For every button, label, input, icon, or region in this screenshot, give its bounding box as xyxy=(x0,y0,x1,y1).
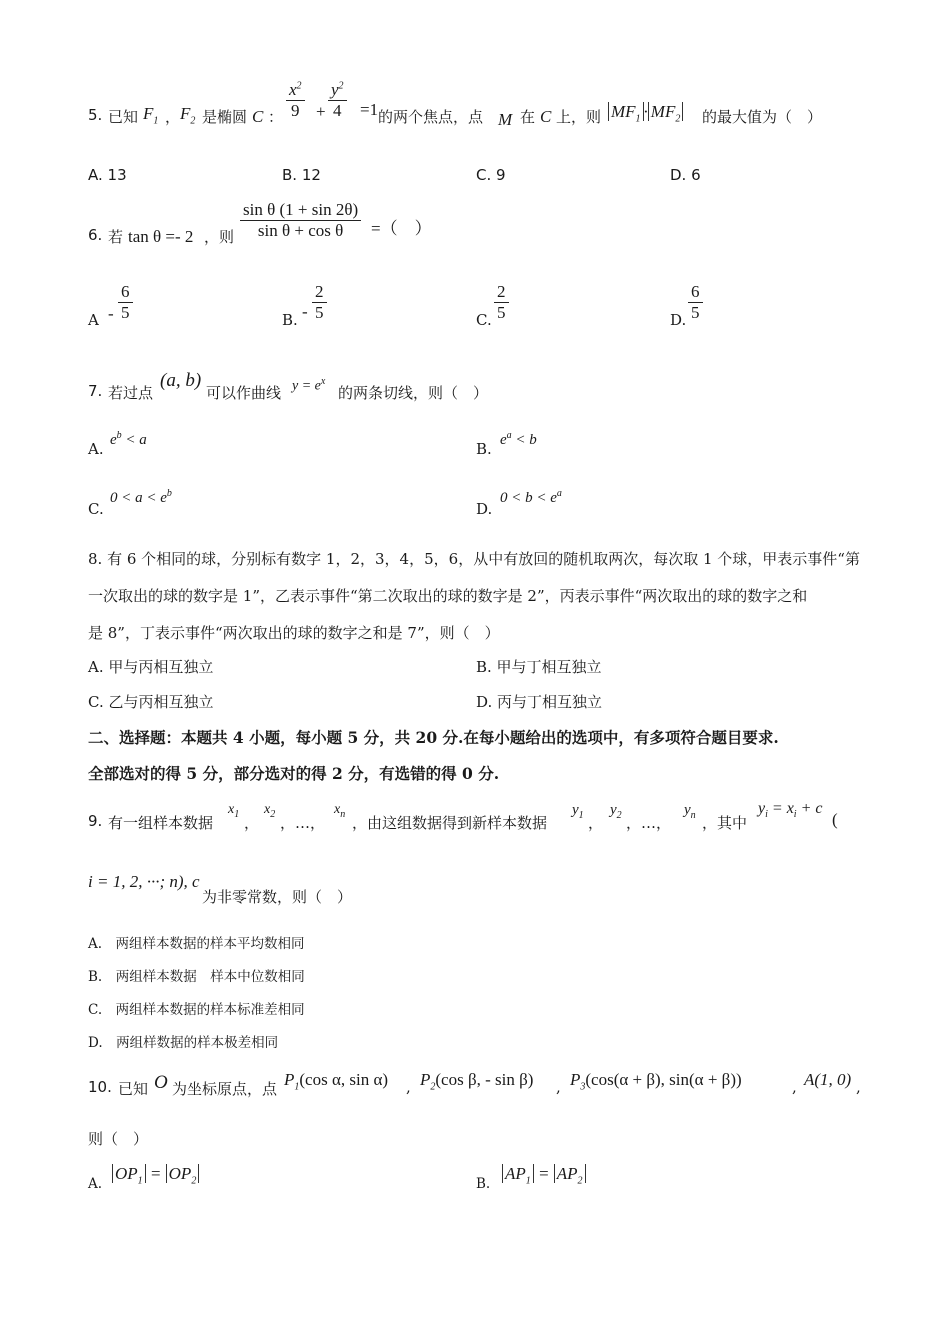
q5-f2: $F_2$ xyxy=(180,104,196,127)
q6-condition: tan θ =- 2 xyxy=(128,227,194,246)
q7-option-b: $e^a < b$ xyxy=(500,430,537,448)
q10-p1: $P_1(\cos$ α, sin α) xyxy=(284,1070,389,1093)
section-2-note: 全部选对的得 5 分，部分选对的得 2 分，有选错的得 0 分. xyxy=(88,764,500,783)
q9-condition-line: i = 1, 2, ···; n), c 为非零常数，则（ ） xyxy=(88,872,353,906)
q5-option-a: A. 13 xyxy=(88,166,127,184)
q9-option-a: A. 两组样本数据的样本平均数相同 xyxy=(88,936,305,952)
question-5: 5. 已知 $F_1$ ， $F_2$ 是椭圆 C ： $\frac{x^2}{9}$ + $\frac{y^2}{4}$ =1 的两个焦点，点 M 在 C 上，则 $MF_1 \cdot MF_2$ 的最大值为（ ） xyxy=(88,80,823,129)
q5-m: M xyxy=(498,110,513,129)
q6-expression: $\frac{\text{sin θ (1 + sin 2θ)}}{\text{sin θ + cos θ}}$ xyxy=(240,200,361,241)
q5-fraction-x: $\frac{x^2}{9}$ xyxy=(286,80,305,121)
q10-option-b: $AP_1 = AP_2$ xyxy=(502,1164,586,1186)
q6-option-c: $\frac{2}{5}$ xyxy=(494,282,509,323)
q7-option-c: $0 < a < e^b$ xyxy=(110,488,172,506)
q8-option-a: A. 甲与丙相互独立 xyxy=(88,658,214,676)
question-6: 6. 若 tan θ =- 2 ，则 $\frac{\text{sin θ (1 + sin 2θ)}}{\text{sin θ + cos θ}}$ =（ ） xyxy=(88,200,432,246)
q5-option-d: D. 6 xyxy=(670,166,701,184)
q5-option-c: C. 9 xyxy=(476,166,506,184)
q10-then: 则（ ） xyxy=(88,1130,149,1148)
q5-number: 5. xyxy=(88,106,103,124)
q8-line-1: 8. 有 6 个相同的球，分别标有数字 1，2，3，4，5，6，从中有放回的随机取两次，每次取 1 个球，甲表示事件“第 xyxy=(88,550,860,568)
q8-option-d: D. 丙与丁相互独立 xyxy=(476,693,603,711)
q9-option-b: B. 两组样本数据 样本中位数相同 xyxy=(88,969,305,985)
question-7: 7. 若过点 (a, b) 可以作曲线 $y = e^x$ 的两条切线，则（ ） xyxy=(88,370,489,402)
q8-option-c: C. 乙与丙相互独立 xyxy=(88,693,214,711)
q9-relation: $y_i = x_i + c$ xyxy=(758,800,823,821)
q5-fraction-y: $\frac{y^2}{4}$ xyxy=(328,80,347,121)
section-2-heading: 二、选择题：本题共 4 小题，每小题 5 分，共 20 分.在每小题给出的选项中，有多项符合题目要求. xyxy=(88,728,779,747)
q9-option-c: C. 两组样本数据的样本标准差相同 xyxy=(88,1002,305,1018)
q6-option-b: $\frac{2}{5}$ xyxy=(312,282,327,323)
q7-option-d: $0 < b < e^a$ xyxy=(500,488,562,506)
q8-option-b: B. 甲与丁相互独立 xyxy=(476,658,602,676)
q5-f1: $F_1$ xyxy=(143,104,159,127)
q6-option-a: $\frac{6}{5}$ xyxy=(118,282,133,323)
q7-curve: $y = e^x$ xyxy=(292,376,326,394)
q8-line-2: 一次取出的球的数字是 1”，乙表示事件“第二次取出的球的数字是 2”，丙表示事件“两次取出的球的数字之和 xyxy=(88,587,808,605)
q10-a: A(1, 0) xyxy=(804,1070,852,1089)
q5-product: $MF_1 \cdot MF_2$ xyxy=(608,102,683,124)
q6-options: A - $\frac{6}{5}$ B. - $\frac{2}{5}$ C. $\frac{2}{5}$ D. $\frac{6}{5}$ xyxy=(88,282,868,342)
q5-option-b: B. 12 xyxy=(282,166,321,184)
q5-text: 已知 xyxy=(108,108,139,126)
q7-point: (a, b) xyxy=(160,370,202,391)
q9-option-d: D. 两组样数据的样本极差相同 xyxy=(88,1035,279,1051)
q8-line-3: 是 8”，丁表示事件“两次取出的球的数字之和是 7”，则（ ） xyxy=(88,624,500,642)
question-10: 10. 已知 O 为坐标原点，点 $P_1(\cos$ α, sin α) , $P_2(\cos$ β, - sin β) , $P_3(\cos(\alpha + \beta)$, sin(α + β)) , A(1, 0) , xyxy=(88,1070,861,1098)
question-9: 9. 有一组样本数据 $x_1$ ， $x_2$ ，…， $x_n$ ，由这组数据得到新样本数据 $y_1$ ， $y_2$ ，…， $y_n$ ，其中 $y_i = x_i + c$ ( xyxy=(88,800,838,832)
q10-option-a: $OP_1 = OP_2$ xyxy=(112,1164,199,1186)
q10-p3: $P_3(\cos(\alpha + \beta)$, sin(α + β)) xyxy=(570,1070,742,1093)
q10-p2: $P_2(\cos$ β, - sin β) xyxy=(420,1070,534,1093)
q7-option-a: $e^b < a$ xyxy=(110,430,147,448)
q6-option-d: $\frac{6}{5}$ xyxy=(688,282,703,323)
q5-c: C xyxy=(252,107,264,126)
